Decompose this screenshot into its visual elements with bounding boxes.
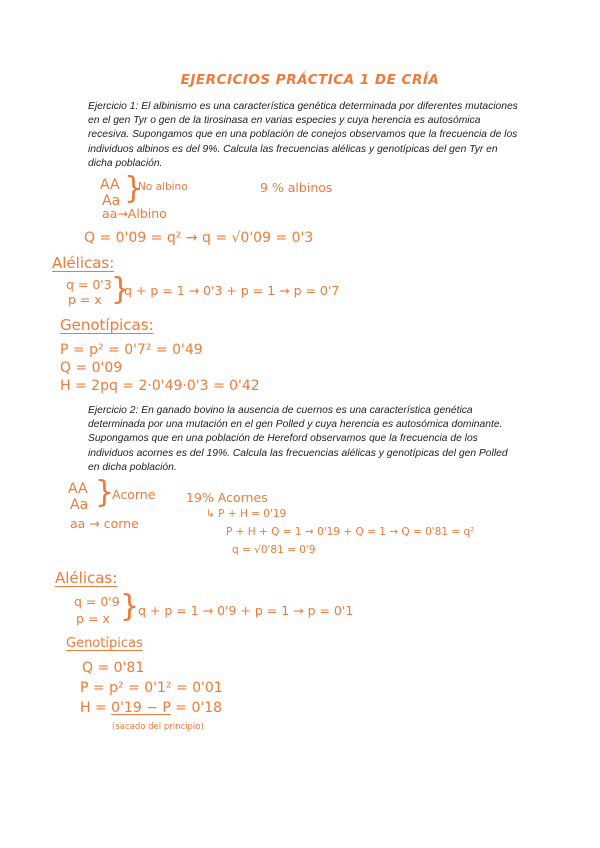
- ex2-P-line: P = p² = 0'1² = 0'01: [80, 680, 223, 696]
- ex1-p-value: p = x: [68, 292, 102, 307]
- ex2-percent: 19% Acornes: [186, 490, 268, 505]
- ex2-q-value: q = 0'9: [74, 594, 120, 609]
- exercise-2-statement: Ejercicio 2: En ganado bovino la ausencia de cuernos es una característica genética determinada por una mutación en el gen Polled y cuya herencia es autosómica dominante. Supongamos que en una población de Hereford observamos que la frecuencia de los individuos acornes es del 19%. Calcula las frecuencias alélicas y genotípicas del gen Polled en dicha población.: [88, 405, 508, 473]
- ex2-aa-corne: aa → corne: [70, 516, 139, 531]
- ex1-alelicas-heading: Alélicas:: [52, 254, 115, 272]
- ex2-brace-2: }: [120, 589, 140, 624]
- ex1-genotipicas-heading: Genotípicas:: [60, 316, 154, 334]
- ex2-note: (sacado del principio): [112, 722, 204, 732]
- ex1-p-calc: q + p = 1 → 0'3 + p = 1 → p = 0'7: [124, 283, 340, 298]
- ex1-genotype-Aa: Aa: [102, 193, 121, 209]
- ex2-H-calc: 0'19 − P: [111, 700, 171, 716]
- ex1-H-line: H = 2pq = 2·0'49·0'3 = 0'42: [60, 378, 260, 394]
- ex2-H-line: [80, 700, 222, 716]
- ex2-p-value: p = x: [76, 611, 110, 626]
- ex2-alelicas-heading: Alélicas:: [55, 569, 118, 587]
- ex2-q-root: q = √0'81 = 0'9: [232, 544, 316, 556]
- ex2-ph-line: ↳ P + H = 0'19: [206, 508, 287, 520]
- ex2-genotipicas-heading: Genotípicas: [66, 636, 143, 651]
- ex1-Q-line: Q = 0'09: [60, 360, 123, 376]
- ex1-percent: 9 % albinos: [260, 180, 333, 195]
- ex2-genotype-AA: AA: [68, 481, 88, 497]
- ex2-p-calc: q + p = 1 → 0'9 + p = 1 → p = 0'1: [138, 603, 354, 618]
- ex2-H-prefix: H =: [80, 700, 107, 716]
- ex2-pq-line: P + H + Q = 1 → 0'19 + Q = 1 → Q = 0'81 = q²: [226, 526, 475, 538]
- ex2-brace-1: }: [95, 475, 115, 510]
- ex2-Q-line: Q = 0'81: [82, 660, 145, 676]
- ex1-genotype-AA: AA: [100, 177, 120, 193]
- ex1-brace-1: }: [124, 171, 144, 206]
- ex1-P-line: P = p² = 0'7² = 0'49: [60, 342, 203, 358]
- page-title: EJERCICIOS PRÁCTICA 1 DE CRÍA: [180, 72, 440, 88]
- ex2-acorne: Acorne: [112, 487, 156, 502]
- ex1-aa-albino: aa→Albino: [102, 206, 167, 221]
- ex1-q-calc: Q = 0'09 = q² → q = √0'09 = 0'3: [84, 230, 314, 246]
- exercise-1-statement: Ejercicio 1: El albinismo es una característica genética determinada por diferentes mutaciones en el gen Tyr o gen de la tirosinasa en varias especies y cuya herencia es autosómica recesiva. Supongamos que en una población de conejos observamos que la frecuencia de los individuos albinos es del 9%. Calcula las frecuencias alélicas y genotípicas del gen Tyr en dicha población.: [88, 101, 518, 169]
- ex2-genotype-Aa: Aa: [70, 497, 89, 513]
- ex1-q-value: q = 0'3: [66, 277, 112, 292]
- ex1-brace-2: }: [111, 272, 131, 307]
- ex1-no-albino: No albino: [138, 181, 188, 193]
- ex2-H-result: = 0'18: [175, 700, 223, 716]
